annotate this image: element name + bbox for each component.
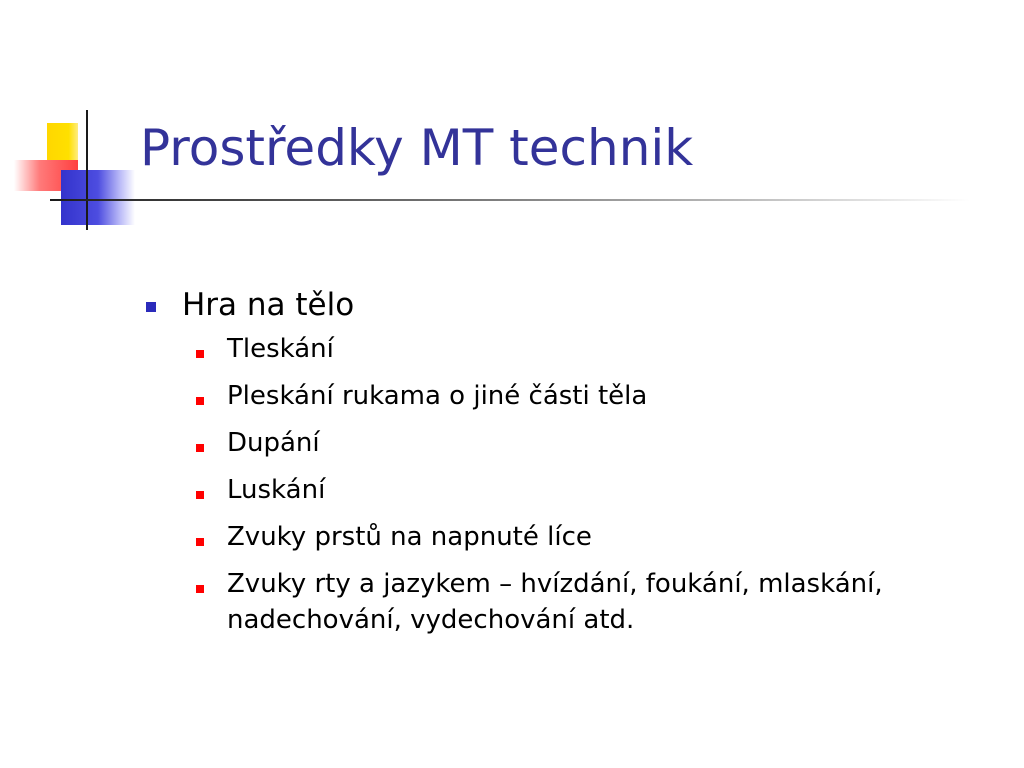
square-bullet-icon: [196, 397, 204, 405]
square-bullet-icon: [196, 538, 204, 546]
sub-bullet-text: Zvuky rty a jazykem – hvízdání, foukání, mlaskání, nadechování, vydechování atd.: [227, 569, 883, 635]
sub-bullet-text: Tleskání: [227, 334, 334, 364]
square-bullet-icon: [196, 444, 204, 452]
sub-bullet-list: [145, 331, 1005, 638]
logo-vertical-line: [86, 110, 88, 230]
corner-logo-decoration: [0, 0, 150, 240]
bullet-level1-item: [145, 283, 1005, 327]
sub-bullet-item: [227, 472, 1005, 508]
sub-bullet-text: Zvuky prstů na napnuté líce: [227, 522, 592, 552]
sub-bullet-text: Luskání: [227, 475, 326, 505]
bullet-level1-text: Hra na tělo: [182, 287, 355, 323]
sub-bullet-item: [227, 378, 1005, 414]
sub-bullet-item: [227, 331, 1005, 367]
sub-bullet-item: [227, 519, 1005, 555]
sub-bullet-item: [227, 566, 1005, 638]
sub-bullet-text: Dupání: [227, 428, 320, 458]
slide-title: Prostředky MT technik: [140, 119, 694, 177]
square-bullet-icon: [146, 302, 156, 312]
title-underline: [50, 199, 970, 201]
square-bullet-icon: [196, 585, 204, 593]
logo-blue-square: [61, 170, 135, 225]
sub-bullet-text: Pleskání rukama o jiné části těla: [227, 381, 648, 411]
sub-bullet-item: [227, 425, 1005, 461]
square-bullet-icon: [196, 491, 204, 499]
square-bullet-icon: [196, 350, 204, 358]
slide-content: [145, 283, 1005, 649]
